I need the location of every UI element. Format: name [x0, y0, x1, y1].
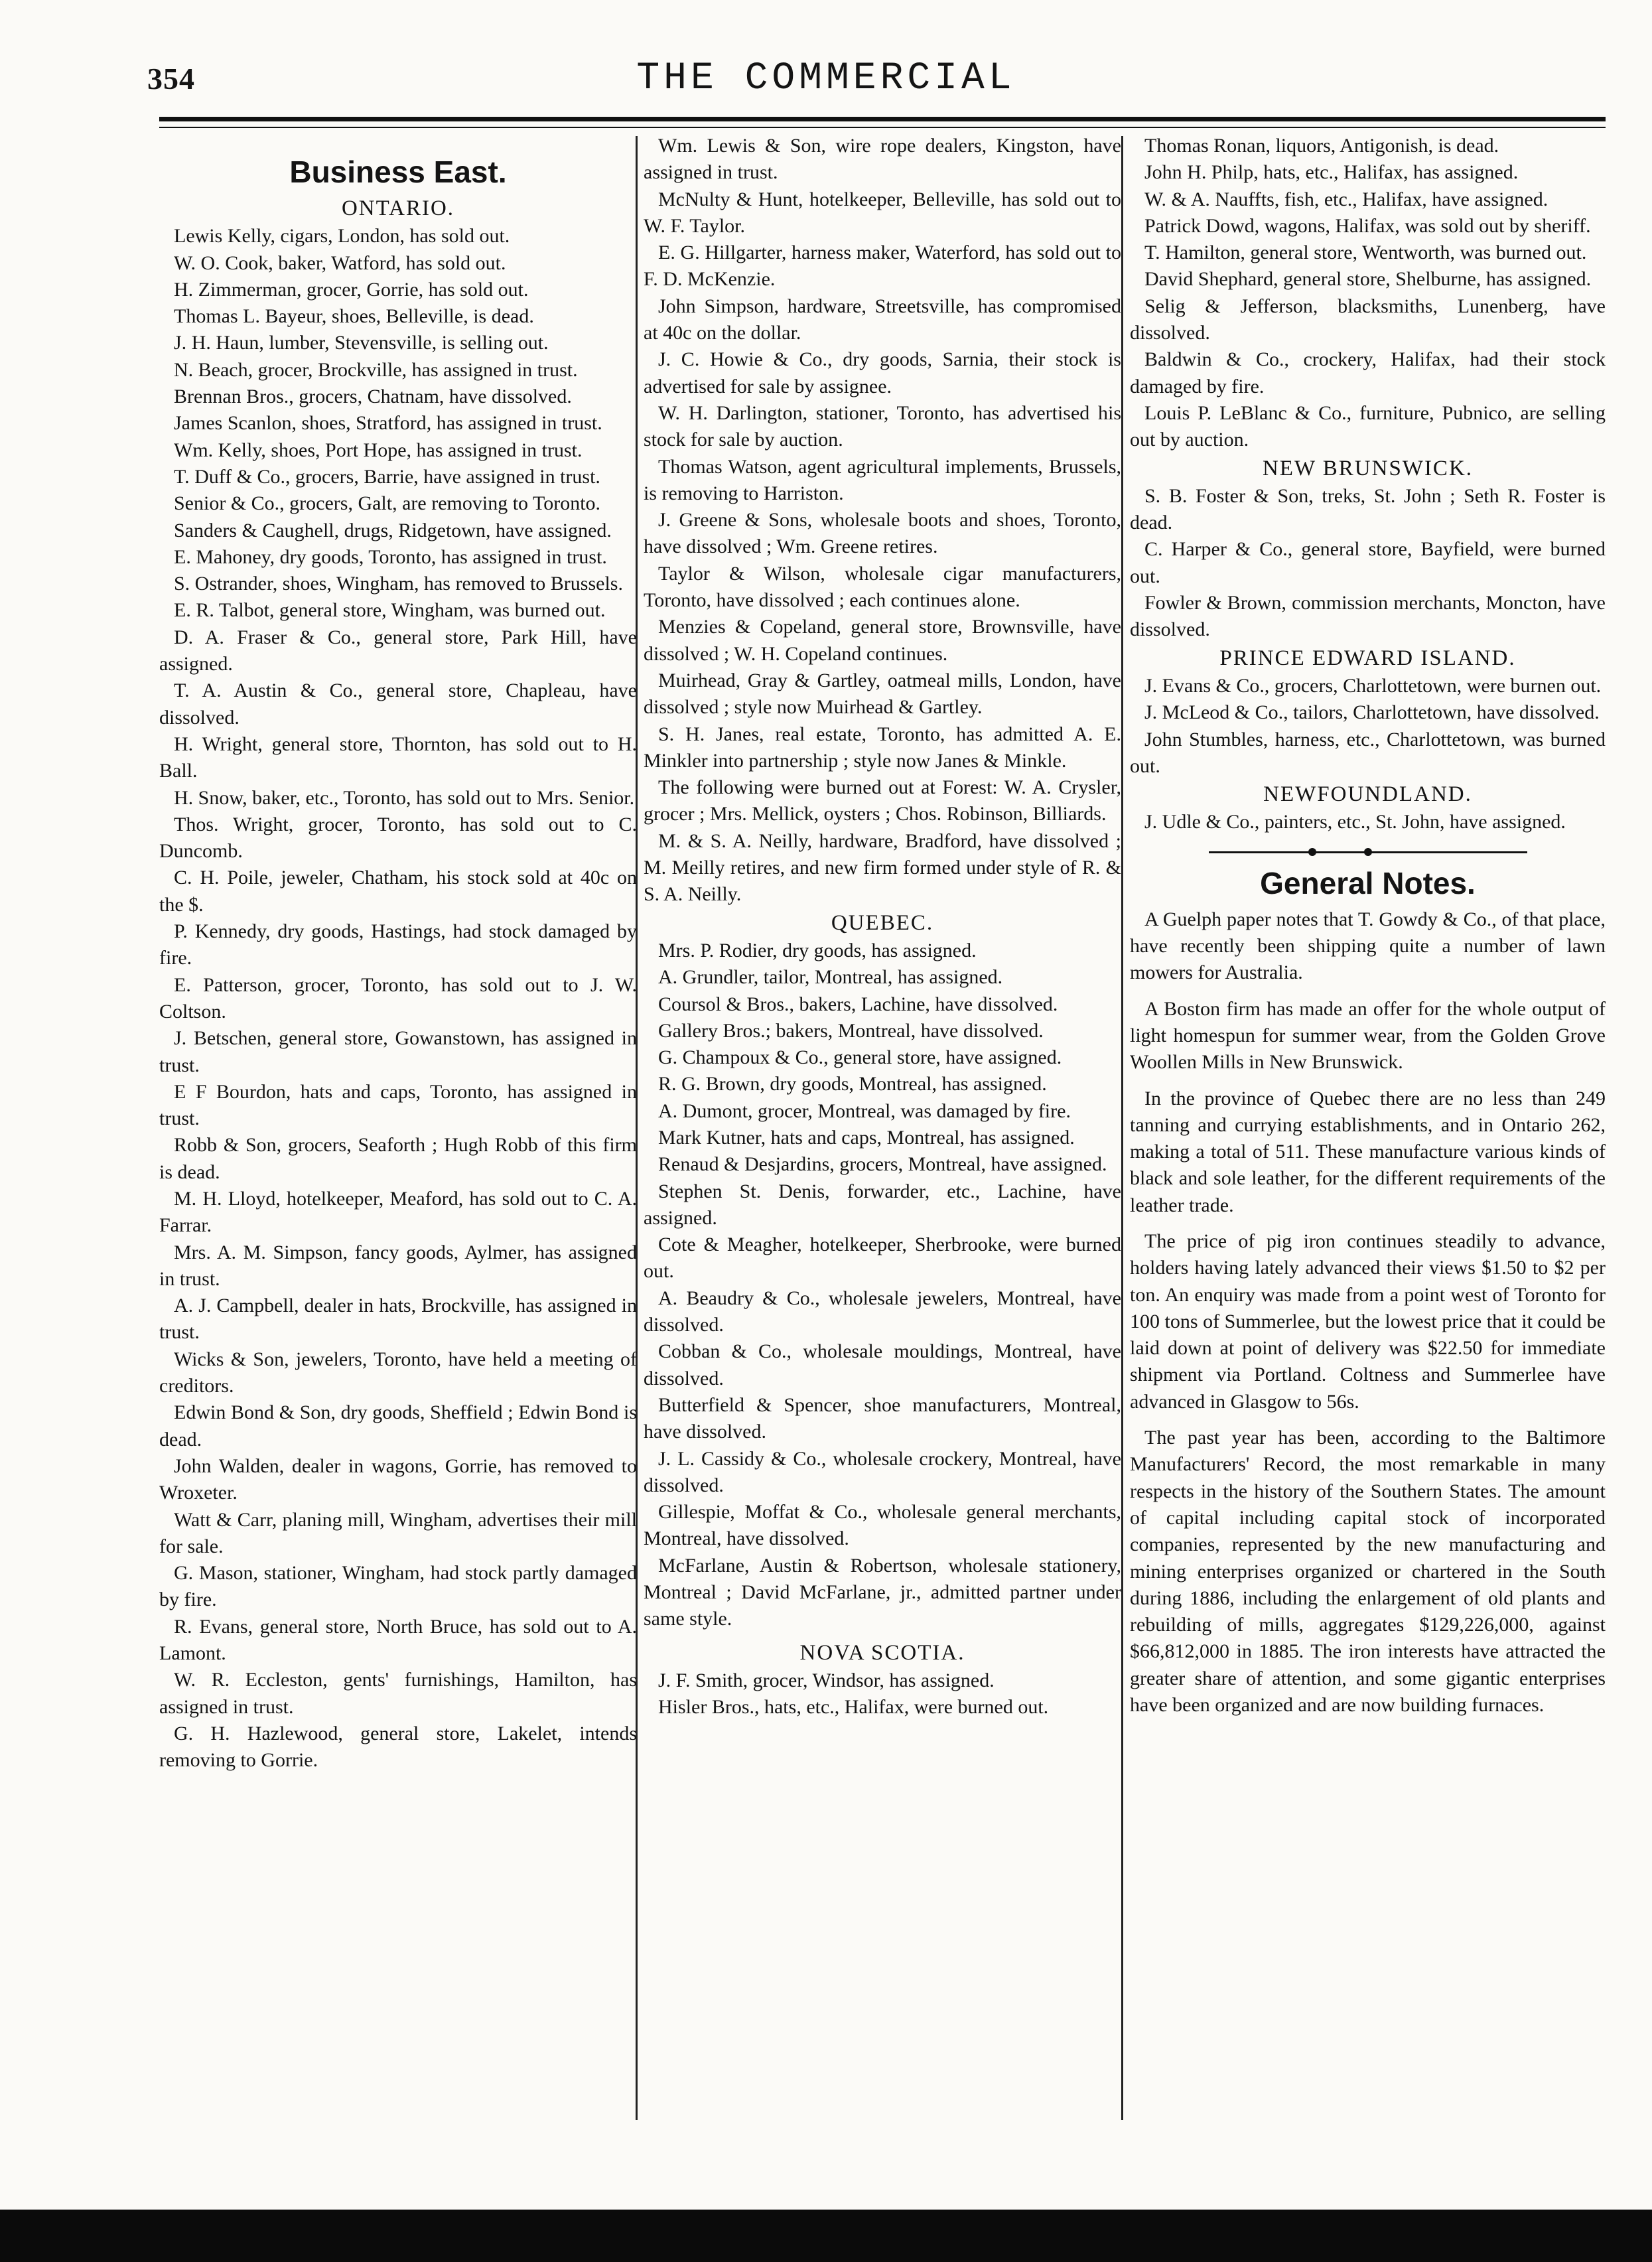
region-heading-nova-scotia: NOVA SCOTIA.	[799, 1640, 965, 1665]
quebec-entry: Coursol & Bros., bakers, Lachine, have dissolved.	[658, 993, 1058, 1015]
quebec-entry: J. L. Cassidy & Co., wholesale crockery, Montreal, have dissolved.	[644, 1447, 1121, 1496]
quebec-entry: Mark Kutner, hats and caps, Montreal, has assigned.	[658, 1126, 1075, 1149]
section-title-general-notes: General Notes.	[1260, 865, 1476, 900]
quebec-entry: McFarlane, Austin & Robertson, wholesale stationery, Montreal ; David McFarlane, jr., admitted partner under same style.	[644, 1554, 1121, 1630]
ontario-entry: McNulty & Hunt, hotelkeeper, Belleville, has sold out to W. F. Taylor.	[644, 188, 1121, 237]
ontario-entry: Thomas L. Bayeur, shoes, Belleville, is dead.	[174, 305, 534, 328]
quebec-entry: Mrs. P. Rodier, dry goods, has assigned.	[658, 939, 977, 961]
ontario-entry: Taylor & Wilson, wholesale cigar manufacturers, Toronto, have dissolved ; each continues alone.	[644, 562, 1121, 612]
nova-scotia-entry: Baldwin & Co., crockery, Halifax, had their stock damaged by fire.	[1130, 348, 1606, 397]
newfoundland-entry: J. Udle & Co., painters, etc., St. John, have assigned.	[1144, 811, 1566, 833]
region-heading-new-brunswick: NEW BRUNSWICK.	[1262, 456, 1474, 480]
general-note-paragraph: A Guelph paper notes that T. Gowdy & Co., of that place, have recently been shipping quite a number of lawn mowers for Australia.	[1130, 908, 1606, 984]
nova-scotia-entry: Selig & Jefferson, blacksmiths, Lunenberg, have dissolved.	[1130, 295, 1606, 344]
ornament-dot	[1308, 848, 1316, 856]
nova-scotia-entry: David Shephard, general store, Shelburne, has assigned.	[1144, 268, 1592, 291]
new-brunswick-entries	[1130, 483, 1606, 644]
ontario-entry: J. C. Howie & Co., dry goods, Sarnia, their stock is advertised for sale by assignee.	[644, 348, 1121, 397]
general-note-paragraph: The price of pig iron continues steadily to advance, holders having lately advanced their views $1.50 to $2 per ton. An enquiry was made from a point west of Toronto for 100 tons of Summerlee, but the lowest price that it could be laid down at point of delivery was $22.50 for immediate shipment via Portland. Coltness and Summerlee have advanced in Glasgow to 56s.	[1130, 1230, 1606, 1413]
ontario-entry: R. Evans, general store, North Bruce, has sold out to A. Lamont.	[159, 1615, 637, 1665]
ontario-entry: J. Betschen, general store, Gowanstown, has assigned in trust.	[159, 1027, 637, 1076]
ontario-entry: N. Beach, grocer, Brockville, has assigned in trust.	[174, 358, 578, 381]
ontario-entries	[159, 223, 637, 1774]
ornament-dot	[1364, 848, 1372, 856]
ontario-entry: J. H. Haun, lumber, Stevensville, is selling out.	[174, 332, 549, 354]
ontario-entry: W. H. Darlington, stationer, Toronto, has advertised his stock for sale by auction.	[644, 401, 1121, 451]
nova-scotia-entry: J. F. Smith, grocer, Windsor, has assigned.	[658, 1669, 995, 1691]
quebec-entry: Renaud & Desjardins, grocers, Montreal, have assigned.	[658, 1153, 1107, 1176]
region-heading-newfoundland: NEWFOUNDLAND.	[1263, 782, 1472, 807]
quebec-entry: A. Beaudry & Co., wholesale jewelers, Montreal, have dissolved.	[644, 1287, 1121, 1336]
column-middle	[644, 133, 1121, 1721]
pei-entry: J. Evans & Co., grocers, Charlottetown, were burnen out.	[1144, 674, 1602, 697]
region-heading-prince-edward-island: PRINCE EDWARD ISLAND.	[1219, 646, 1516, 670]
ontario-entry: Muirhead, Gray & Gartley, oatmeal mills, London, have dissolved ; style now Muirhead & Gartley.	[644, 669, 1121, 719]
ontario-entry: G. H. Hazlewood, general store, Lakelet, intends removing to Gorrie.	[159, 1722, 637, 1772]
newfoundland-entries	[1130, 809, 1606, 835]
ontario-entry: John Walden, dealer in wagons, Gorrie, has removed to Wroxeter.	[159, 1454, 637, 1504]
quebec-entry: G. Champoux & Co., general store, have assigned.	[658, 1046, 1062, 1069]
column-business-east	[159, 133, 637, 1774]
new-brunswick-entry: C. Harper & Co., general store, Bayfield, were burned out.	[1130, 538, 1606, 587]
ontario-entry: W. O. Cook, baker, Watford, has sold out.	[174, 251, 506, 274]
ontario-entry: G. Mason, stationer, Wingham, had stock partly damaged by fire.	[159, 1562, 637, 1611]
new-brunswick-entry: S. B. Foster & Son, treks, St. John ; Seth R. Foster is dead.	[1130, 484, 1606, 534]
ontario-entry: Wm. Kelly, shoes, Port Hope, has assigned in trust.	[174, 439, 583, 461]
ontario-entry: D. A. Fraser & Co., general store, Park Hill, have assigned.	[159, 626, 637, 675]
ontario-entry: M. H. Lloyd, hotelkeeper, Meaford, has sold out to C. A. Farrar.	[159, 1187, 637, 1237]
nova-scotia-entry: Patrick Dowd, wagons, Halifax, was sold out by sheriff.	[1144, 214, 1591, 237]
quebec-entry: Cote & Meagher, hotelkeeper, Sherbrooke, were burned out.	[644, 1234, 1121, 1283]
ontario-entry: E. R. Talbot, general store, Wingham, was burned out.	[174, 599, 606, 622]
ontario-entry: Mrs. A. M. Simpson, fancy goods, Aylmer, has assigned in trust.	[159, 1241, 637, 1290]
nova-scotia-entry: Thomas Ronan, liquors, Antigonish, is dead.	[1144, 135, 1499, 157]
ontario-entry: H. Wright, general store, Thornton, has sold out to H. Ball.	[159, 733, 637, 782]
ontario-entry: Robb & Son, grocers, Seaforth ; Hugh Robb of this firm is dead.	[159, 1134, 637, 1183]
nova-scotia-entry: T. Hamilton, general store, Wentworth, was burned out.	[1144, 242, 1587, 264]
ontario-entry: Wm. Lewis & Son, wire rope dealers, Kingston, have assigned in trust.	[644, 135, 1121, 184]
ontario-entry: S. H. Janes, real estate, Toronto, has admitted A. E. Minkler into partnership ; style now Janes & Minkle.	[644, 723, 1121, 772]
ontario-entry: Brennan Bros., grocers, Chatnam, have dissolved.	[174, 386, 572, 408]
ontario-entry: Wicks & Son, jewelers, Toronto, have held a meeting of creditors.	[159, 1348, 637, 1397]
region-heading-ontario: ONTARIO.	[341, 196, 455, 220]
quebec-entry: R. G. Brown, dry goods, Montreal, has assigned.	[658, 1073, 1047, 1096]
ontario-entry: Thos. Wright, grocer, Toronto, has sold out to C. Duncomb.	[159, 813, 637, 863]
page-bottom-bar	[0, 2210, 1652, 2262]
nova-scotia-entries	[644, 1667, 1121, 1721]
nova-scotia-continued-entries	[1130, 133, 1606, 454]
nova-scotia-entry: Hisler Bros., hats, etc., Halifax, were burned out.	[658, 1696, 1049, 1719]
ontario-entry: E F Bourdon, hats and caps, Toronto, has assigned in trust.	[159, 1080, 637, 1130]
ontario-entry: Thomas Watson, agent agricultural implements, Brussels, is removing to Harriston.	[644, 455, 1121, 504]
ontario-entry: John Simpson, hardware, Streetsville, has compromised at 40c on the dollar.	[644, 295, 1121, 344]
ontario-entry: A. J. Campbell, dealer in hats, Brockville, has assigned in trust.	[159, 1295, 637, 1344]
general-notes-paragraphs	[1130, 906, 1606, 1719]
ontario-entry: James Scanlon, shoes, Stratford, has assigned in trust.	[174, 412, 602, 435]
section-divider-ornament	[1209, 848, 1527, 856]
page-number: 354	[147, 62, 195, 96]
header-rule-thick	[159, 117, 1606, 121]
ontario-entry: Edwin Bond & Son, dry goods, Sheffield ; Edwin Bond is dead.	[159, 1401, 637, 1450]
quebec-entry: Gillespie, Moffat & Co., wholesale general merchants, Montreal, have dissolved.	[644, 1501, 1121, 1550]
ontario-entry: H. Snow, baker, etc., Toronto, has sold out to Mrs. Senior.	[174, 786, 635, 809]
ontario-entry: E. Mahoney, dry goods, Toronto, has assigned in trust.	[174, 545, 607, 568]
ontario-entry: Menzies & Copeland, general store, Brownsville, have dissolved ; W. H. Copeland continues.	[644, 616, 1121, 665]
ontario-entry: C. H. Poile, jeweler, Chatham, his stock sold at 40c on the $.	[159, 867, 637, 916]
quebec-entry: Gallery Bros.; bakers, Montreal, have dissolved.	[658, 1019, 1044, 1042]
general-note-paragraph: In the province of Quebec there are no less than 249 tanning and currying establishments, and in Ontario 262, making a total of 511. These manufacture various kinds of black and sole leather, for the different requirements of the leather trade.	[1130, 1087, 1606, 1216]
region-heading-quebec: QUEBEC.	[831, 910, 934, 935]
nova-scotia-entry: John H. Philp, hats, etc., Halifax, has assigned.	[1144, 161, 1519, 184]
quebec-entry: A. Grundler, tailor, Montreal, has assigned.	[658, 966, 1003, 989]
pei-entry: John Stumbles, harness, etc., Charlottetown, was burned out.	[1130, 728, 1606, 777]
nova-scotia-entry: Louis P. LeBlanc & Co., furniture, Pubnico, are selling out by auction.	[1130, 401, 1606, 451]
column-right	[1130, 133, 1606, 1728]
column-divider-right	[1121, 136, 1123, 2120]
ontario-entry: Watt & Carr, planing mill, Wingham, advertises their mill for sale.	[159, 1508, 637, 1557]
pei-entry: J. McLeod & Co., tailors, Charlottetown, have dissolved.	[1144, 701, 1600, 724]
ontario-entry: W. R. Eccleston, gents' furnishings, Hamilton, has assigned in trust.	[159, 1669, 637, 1718]
nova-scotia-entry: W. & A. Nauffts, fish, etc., Halifax, have assigned.	[1144, 188, 1549, 210]
ontario-entry: The following were burned out at Forest: W. A. Crysler, grocer ; Mrs. Mellick, oysters ; Chos. Robinson, Billiards.	[644, 776, 1121, 825]
header-rule-thin	[159, 127, 1606, 128]
ontario-entry: J. Greene & Sons, wholesale boots and shoes, Toronto, have dissolved ; Wm. Greene retires.	[644, 509, 1121, 558]
masthead-title: THE COMMERCIAL	[636, 57, 1016, 100]
quebec-entry: A. Dumont, grocer, Montreal, was damaged by fire.	[658, 1099, 1071, 1122]
general-note-paragraph: A Boston firm has made an offer for the whole output of light homespun for summer wear, from the Golden Grove Woollen Mills in New Brunswick.	[1130, 997, 1606, 1074]
ontario-entry: S. Ostrander, shoes, Wingham, has removed to Brussels.	[174, 573, 623, 595]
ontario-entry: H. Zimmerman, grocer, Gorrie, has sold out.	[174, 278, 529, 301]
ontario-entry: Senior & Co., grocers, Galt, are removing to Toronto.	[174, 492, 601, 515]
pei-entries	[1130, 673, 1606, 780]
quebec-entry: Stephen St. Denis, forwarder, etc., Lachine, have assigned.	[644, 1180, 1121, 1229]
ontario-entry: E. G. Hillgarter, harness maker, Waterford, has sold out to F. D. McKenzie.	[644, 242, 1121, 291]
ontario-entry: E. Patterson, grocer, Toronto, has sold out to J. W. Coltson.	[159, 973, 637, 1023]
ontario-entry: T. Duff & Co., grocers, Barrie, have assigned in trust.	[174, 465, 600, 488]
ontario-entry: Lewis Kelly, cigars, London, has sold out.	[174, 225, 510, 247]
ontario-entry: P. Kennedy, dry goods, Hastings, had stock damaged by fire.	[159, 920, 637, 969]
ontario-entry: M. & S. A. Neilly, hardware, Bradford, have dissolved ; M. Meilly retires, and new firm formed under style of R. & S. A. Neilly.	[644, 829, 1121, 906]
quebec-entries	[644, 938, 1121, 1633]
quebec-entry: Butterfield & Spencer, shoe manufacturers, Montreal, have dissolved.	[644, 1393, 1121, 1443]
general-note-paragraph: The past year has been, according to the Baltimore Manufacturers' Record, the most remarkable in many respects in the history of the Southern States. The amount of capital including capital stock of incorporated companies, represented by the new manufacturing and mining enterprises organized or chartered in the South during 1886, including the enlargement of old plants and rebuilding of mills, aggregates $129,226,000, against $66,812,000 in 1885. The iron interests have attracted the greater share of attention, and some gigantic enterprises have been organized and are now building furnaces.	[1130, 1427, 1606, 1717]
new-brunswick-entry: Fowler & Brown, commission merchants, Moncton, have dissolved.	[1130, 592, 1606, 641]
ontario-continued-entries	[644, 133, 1121, 908]
ontario-entry: T. A. Austin & Co., general store, Chapleau, have dissolved.	[159, 679, 637, 729]
section-title-business-east: Business East.	[289, 155, 507, 189]
ontario-entry: Sanders & Caughell, drugs, Ridgetown, have assigned.	[174, 519, 612, 541]
quebec-entry: Cobban & Co., wholesale mouldings, Montreal, have dissolved.	[644, 1340, 1121, 1389]
